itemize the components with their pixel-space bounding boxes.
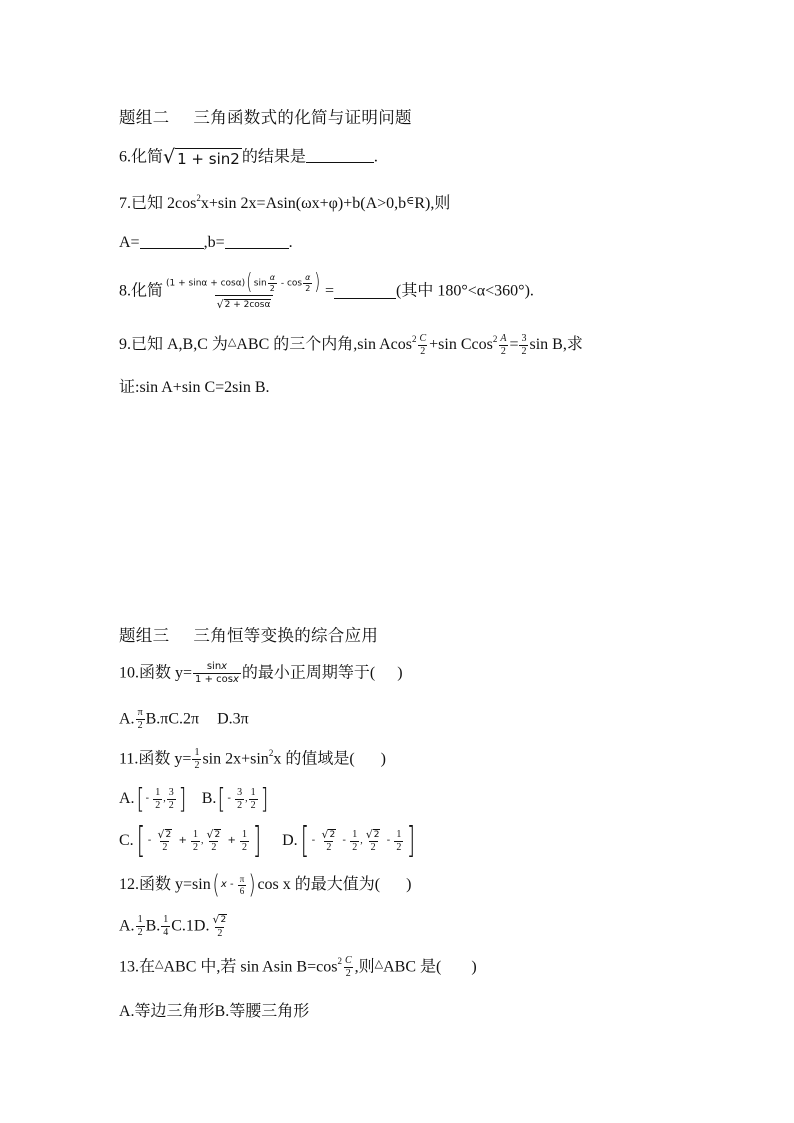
q7-a-blank: [140, 234, 204, 249]
q13-c: C: [344, 955, 352, 966]
q7-b-label: ,b=: [203, 234, 225, 251]
question-13: [119, 956, 477, 979]
q11-d-d4: 2: [396, 841, 402, 853]
q9-two-1: 2: [420, 346, 426, 357]
q13-triangle-2: △: [374, 958, 384, 971]
q6-number: 6.: [119, 148, 131, 166]
q8-condition: (其中 180°<α<360°).: [396, 282, 534, 300]
q6-suffix: 的结果是: [241, 148, 306, 166]
q11-mid: sin 2x+sin: [202, 750, 269, 768]
q6-end: .: [373, 148, 378, 166]
q13-two: 2: [345, 968, 351, 979]
group2-title: 题组二: [119, 108, 170, 127]
q11-b-comma: ,: [245, 793, 248, 804]
question-11-options-cd: C.[ - √ 2 2 + $\frac{1}{2}$ , √ 2 2 + $\frac{1}{2}$ ] D.[ - √ 2 2 - $\frac{1}{2}$ , √ 2 2 - $\frac{1}{2}$ ]: [119, 820, 416, 861]
question-7-line1: [119, 194, 450, 212]
q8-answer-blank: [334, 284, 396, 299]
question-12: 12.函数 y=sin( x - $\frac{\pi}{6}$ )cos x 的最大值为( ): [119, 870, 412, 900]
q12-option-b: B.: [145, 917, 161, 935]
q10-option-d: D.3π: [217, 710, 249, 728]
q11-one: 1: [194, 747, 200, 758]
q12-d-two: 2: [217, 927, 223, 939]
q11-c-neg: -: [147, 835, 155, 846]
question-9-line1: [119, 334, 583, 357]
q10-pi: π: [137, 707, 143, 718]
q13-triangle-1: △: [155, 958, 164, 971]
q12-option-c-d: C.1D.: [171, 917, 210, 935]
q12-pi: π: [239, 873, 245, 884]
q11-d-neg: -: [311, 835, 319, 846]
q10-x1: x: [221, 661, 228, 672]
q7-element-of: ∈: [406, 195, 415, 207]
question-8: [119, 272, 534, 311]
q11-c-plus1: +: [175, 835, 191, 846]
q10-two: 2: [137, 720, 143, 731]
q11-option-d: D.: [282, 832, 298, 849]
q9-text-c: sin B,求: [529, 336, 583, 354]
q11-b-n2: 1: [250, 786, 256, 798]
q9-triangle: △: [227, 336, 237, 349]
q11-c-d3: 2: [211, 842, 217, 854]
q13-then: ,则: [354, 958, 375, 976]
q11-a-d2: 2: [168, 799, 174, 811]
q11-d-one2: 1: [396, 828, 402, 840]
q6-answer-blank: [306, 148, 374, 163]
group3-subtitle: 三角恒等变换的综合应用: [193, 626, 379, 645]
q12-prefix: 12.函数 y=sin: [119, 876, 211, 893]
question-7-line2: [119, 234, 293, 251]
q8-sin: sin: [253, 278, 267, 289]
q13-mid: ABC 中,若 sin Asin B=cos: [163, 958, 338, 976]
q12-b-one: 1: [163, 913, 169, 925]
q7-text-c: R),则: [414, 195, 451, 212]
q10-close: ): [397, 664, 403, 682]
group3-heading: [119, 628, 378, 645]
q12-six: 6: [239, 885, 245, 896]
group2-heading: [119, 110, 412, 127]
q10-denominator: [193, 673, 241, 685]
q7-b-blank: [225, 234, 289, 249]
q10-x2: x: [232, 674, 239, 685]
q11-c-one1: 1: [193, 828, 199, 840]
q11-d-minus2: -: [383, 835, 394, 846]
q9-three: 3: [521, 333, 527, 344]
q11-prefix: 11.函数 y=: [119, 750, 192, 768]
q11-option-a: A.: [119, 790, 135, 807]
q12-a-one: 1: [137, 913, 143, 925]
q11-d-root2: 2: [373, 829, 380, 840]
q9-plus: +sin Ccos: [429, 336, 493, 354]
question-10: [119, 662, 403, 685]
q12-a-two: 2: [137, 926, 143, 938]
q13-close: ): [471, 958, 477, 976]
q12-close: ): [406, 876, 412, 893]
q11-d-d3: 2: [370, 842, 376, 854]
q9-square-2: 2: [492, 334, 498, 345]
q12-suffix: cos x 的最大值为(: [257, 876, 381, 893]
q11-a-d1: 2: [155, 799, 161, 811]
q12-option-a: A.: [119, 917, 135, 935]
q9-square-1: 2: [411, 334, 417, 345]
group2-subtitle: 三角函数式的化简与证明问题: [193, 108, 412, 127]
q11-c-one2: 1: [242, 828, 248, 840]
q11-option-c: C.: [119, 832, 134, 849]
q8-numerator: (1 + sinα + cosα)(sin $\frac{\alpha}{2}$ - cos $\frac{\alpha}{2}$ ): [166, 270, 321, 295]
q10-sin: sin: [206, 661, 222, 672]
question-12-options: A. $\frac{1}{2}$ B. $\frac{1}{4}$ C.1D. √ 2 2: [119, 913, 227, 939]
q6-radicand: 1 + sin2: [177, 150, 240, 168]
group3-title: 题组三: [119, 626, 170, 645]
q11-a-n2: 3: [168, 786, 174, 798]
question-11-options-ab: A.[ - $\frac{1}{2}$ , $\frac{3}{2}$ ] B.[ - $\frac{3}{2}$ , $\frac{1}{2}$ ]: [119, 782, 268, 815]
q10-cos: 1 + cos: [195, 674, 233, 685]
q9-two-3: 2: [521, 346, 527, 357]
q7-a-label: A=: [119, 234, 140, 251]
q11-b-neg: -: [227, 793, 235, 804]
q11-d-comma: ,: [360, 835, 363, 846]
q11-c-comma: ,: [201, 835, 204, 846]
q11-a-comma: ,: [163, 793, 166, 804]
q12-minus: -: [226, 879, 237, 890]
q13-square: 2: [337, 956, 342, 967]
q8-prefix: 8.化简: [119, 282, 164, 300]
q6-sqrt: √ 1 + sin2: [163, 146, 240, 168]
q11-d-d1: 2: [326, 842, 332, 854]
q11-close: ): [380, 750, 386, 768]
q8-denominator: √ 2 + 2cosα: [215, 295, 274, 311]
q11-suffix: x 的值域是(: [273, 750, 355, 768]
question-13-options: A.等边三角形B.等腰三角形: [119, 1003, 310, 1020]
q10-option-a: A.: [119, 710, 135, 728]
question-10-options: [119, 708, 249, 731]
q10-numerator: [205, 662, 229, 673]
q10-suffix: 的最小正周期等于(: [241, 664, 376, 682]
q8-alpha-1: α: [269, 272, 275, 282]
q11-c-root1: 2: [165, 829, 172, 840]
q11-a-n1: 1: [155, 786, 161, 798]
q7-square: 2: [196, 193, 201, 203]
q11-d-root1: 2: [329, 829, 336, 840]
q8-fraction: [164, 272, 324, 311]
q11-c-root2: 2: [214, 829, 221, 840]
q11-c-d2: 2: [193, 841, 199, 853]
q11-c-plus2: +: [224, 835, 240, 846]
q6-prefix: 化简: [131, 148, 164, 166]
q11-c-d1: 2: [162, 842, 168, 854]
q7-text-b: x+sin 2x=Asin(ωx+φ)+b(A>0,b: [200, 195, 407, 212]
q12-d-root: 2: [220, 915, 227, 925]
q9-text-a: 9.已知 A,B,C 为: [119, 336, 228, 354]
q11-b-d1: 2: [237, 799, 243, 811]
q11-c-d4: 2: [242, 841, 248, 853]
q7-text-a: 7.已知 2cos: [119, 195, 197, 212]
q10-options-bc: B.πC.2π: [145, 710, 200, 728]
q12-b-four: 4: [163, 926, 169, 938]
q8-two-2: 2: [305, 283, 311, 293]
q12-x: x: [220, 879, 227, 890]
q11-two: 2: [194, 760, 200, 771]
q11-square: 2: [268, 748, 274, 759]
question-6: [119, 148, 378, 168]
q9-c: C: [419, 333, 427, 344]
q11-b-d2: 2: [250, 799, 256, 811]
q8-two-1: 2: [269, 283, 275, 293]
q9-two-2: 2: [500, 346, 506, 357]
question-11: [119, 748, 386, 771]
q11-d-one1: 1: [352, 828, 358, 840]
q13-prefix: 13.在: [119, 958, 156, 976]
q8-equals: =: [324, 282, 335, 300]
q9-equals: =: [509, 336, 519, 354]
q7-end: .: [288, 234, 293, 251]
q10-prefix: 10.函数 y=: [119, 664, 193, 682]
q8-num-a: (1 + sinα + cosα): [166, 278, 246, 289]
q11-a-neg: -: [145, 793, 153, 804]
q8-alpha-2: α: [305, 272, 311, 282]
q8-den-radicand: 2 + 2cosα: [224, 300, 271, 310]
q11-d-minus1: -: [339, 835, 350, 846]
q9-text-b: ABC 的三个内角,sin Acos: [236, 336, 412, 354]
question-9-line2: 证:sin A+sin C=2sin B.: [119, 379, 270, 396]
q11-d-d2: 2: [352, 841, 358, 853]
q8-cos: - cos: [277, 278, 303, 289]
q11-option-b: B.: [201, 790, 217, 807]
q9-a: A: [500, 333, 507, 344]
q13-suffix: ABC 是(: [383, 958, 442, 976]
q11-b-n1: 3: [237, 786, 243, 798]
